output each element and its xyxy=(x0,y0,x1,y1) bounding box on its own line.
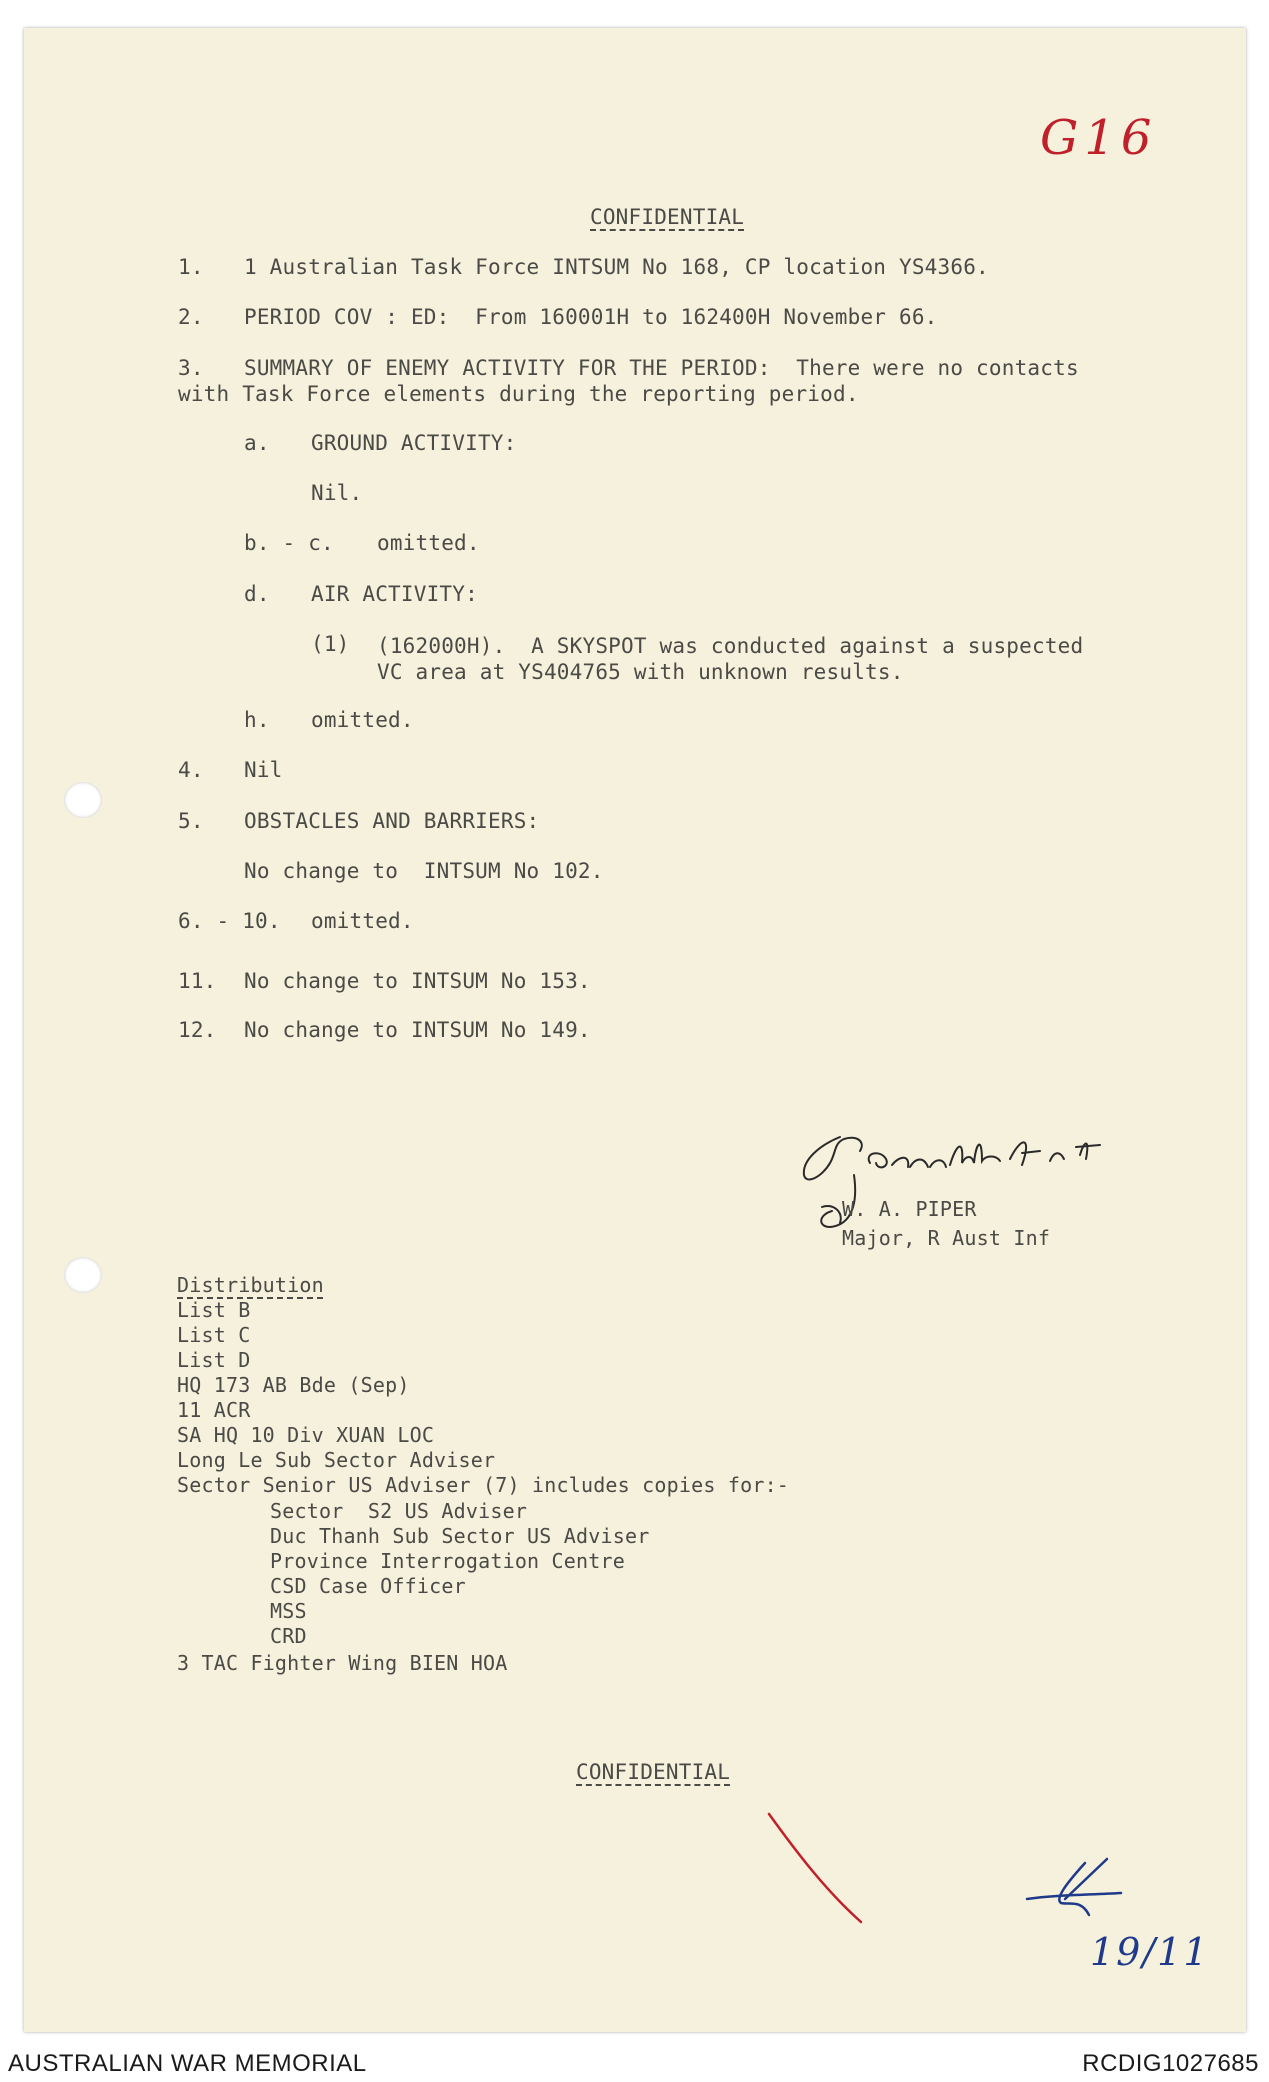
sub-a-text: Nil. xyxy=(311,481,363,505)
distribution-entry: Long Le Sub Sector Adviser xyxy=(177,1448,496,1472)
item-11-text: No change to INTSUM No 153. xyxy=(244,969,591,993)
item-5-number: 5. xyxy=(178,809,204,833)
distribution-entry: List C xyxy=(177,1323,251,1347)
item-12-number: 12. xyxy=(178,1018,217,1042)
distribution-heading: Distribution xyxy=(177,1273,324,1297)
sub-d-heading: AIR ACTIVITY: xyxy=(311,582,478,606)
classification-footer: CONFIDENTIAL xyxy=(576,1760,731,1784)
item-12-text: No change to INTSUM No 149. xyxy=(244,1018,591,1042)
archive-id: RCDIG1027685 xyxy=(1082,2050,1259,2077)
item-2-number: 2. xyxy=(178,305,204,329)
item-6-10-number: 6. - 10. xyxy=(178,909,281,933)
punch-hole-upper xyxy=(64,782,102,818)
archive-label: AUSTRALIAN WAR MEMORIAL xyxy=(8,2050,367,2077)
distribution-entry: SA HQ 10 Div XUAN LOC xyxy=(177,1423,435,1447)
sub-h-label: h. xyxy=(244,708,270,732)
item-5-text: No change to INTSUM No 102. xyxy=(244,859,604,883)
item-6-10-text: omitted. xyxy=(311,909,414,933)
distribution-sub-entry: Sector S2 US Adviser xyxy=(270,1499,528,1523)
item-4-number: 4. xyxy=(178,758,204,782)
distribution-entry: List B xyxy=(177,1298,251,1322)
sub-bc-label: b. - c. xyxy=(244,531,334,555)
sub-d1-line-1: (162000H). A SKYSPOT was conducted against a suspected xyxy=(377,634,1084,658)
distribution-entry: HQ 173 AB Bde (Sep) xyxy=(177,1373,410,1397)
item-3-number: 3. xyxy=(178,356,204,380)
sub-a-label: a. xyxy=(244,431,270,455)
signatory-rank: Major, R Aust Inf xyxy=(842,1226,1051,1250)
distribution-entry: List D xyxy=(177,1348,251,1372)
item-3-line-1: SUMMARY OF ENEMY ACTIVITY FOR THE PERIOD: There were no contacts xyxy=(244,356,1079,380)
item-1-text: 1 Australian Task Force INTSUM No 168, CP location YS4366. xyxy=(244,255,989,279)
distribution-sub-entry: MSS xyxy=(270,1599,307,1623)
red-pen-stroke xyxy=(765,1810,885,1930)
distribution-sub-entry: Duc Thanh Sub Sector US Adviser xyxy=(270,1524,650,1548)
distribution-entry: Sector Senior US Adviser (7) includes copies for:- xyxy=(177,1473,790,1497)
distribution-sub-entry: Province Interrogation Centre xyxy=(270,1549,625,1573)
item-4-text: Nil xyxy=(244,758,283,782)
reference-mark: G16 xyxy=(1040,110,1158,166)
sub-d1-label: (1) xyxy=(311,632,350,656)
signatory-name: W. A. PIPER xyxy=(842,1197,977,1221)
sub-d-label: d. xyxy=(244,582,270,606)
sub-a-heading: GROUND ACTIVITY: xyxy=(311,431,517,455)
item-5-heading: OBSTACLES AND BARRIERS: xyxy=(244,809,540,833)
punch-hole-lower xyxy=(64,1257,102,1293)
distribution-last-line: 3 TAC Fighter Wing BIEN HOA xyxy=(177,1651,508,1675)
blue-initial-mark xyxy=(1025,1855,1125,1925)
item-1-number: 1. xyxy=(178,255,204,279)
sub-h-text: omitted. xyxy=(311,708,414,732)
classification-header: CONFIDENTIAL xyxy=(590,205,745,229)
item-2-text: PERIOD COV : ED: From 160001H to 162400H November 66. xyxy=(244,305,938,329)
sub-d1-line-2: VC area at YS404765 with unknown results. xyxy=(377,660,904,684)
handwritten-date: 19/11 xyxy=(1090,1930,1210,1974)
distribution-sub-entry: CRD xyxy=(270,1624,307,1648)
sub-bc-text: omitted. xyxy=(377,531,480,555)
distribution-sub-entry: CSD Case Officer xyxy=(270,1574,466,1598)
distribution-entry: 11 ACR xyxy=(177,1398,251,1422)
item-11-number: 11. xyxy=(178,969,217,993)
item-3-line-2: with Task Force elements during the reporting period. xyxy=(178,382,859,406)
